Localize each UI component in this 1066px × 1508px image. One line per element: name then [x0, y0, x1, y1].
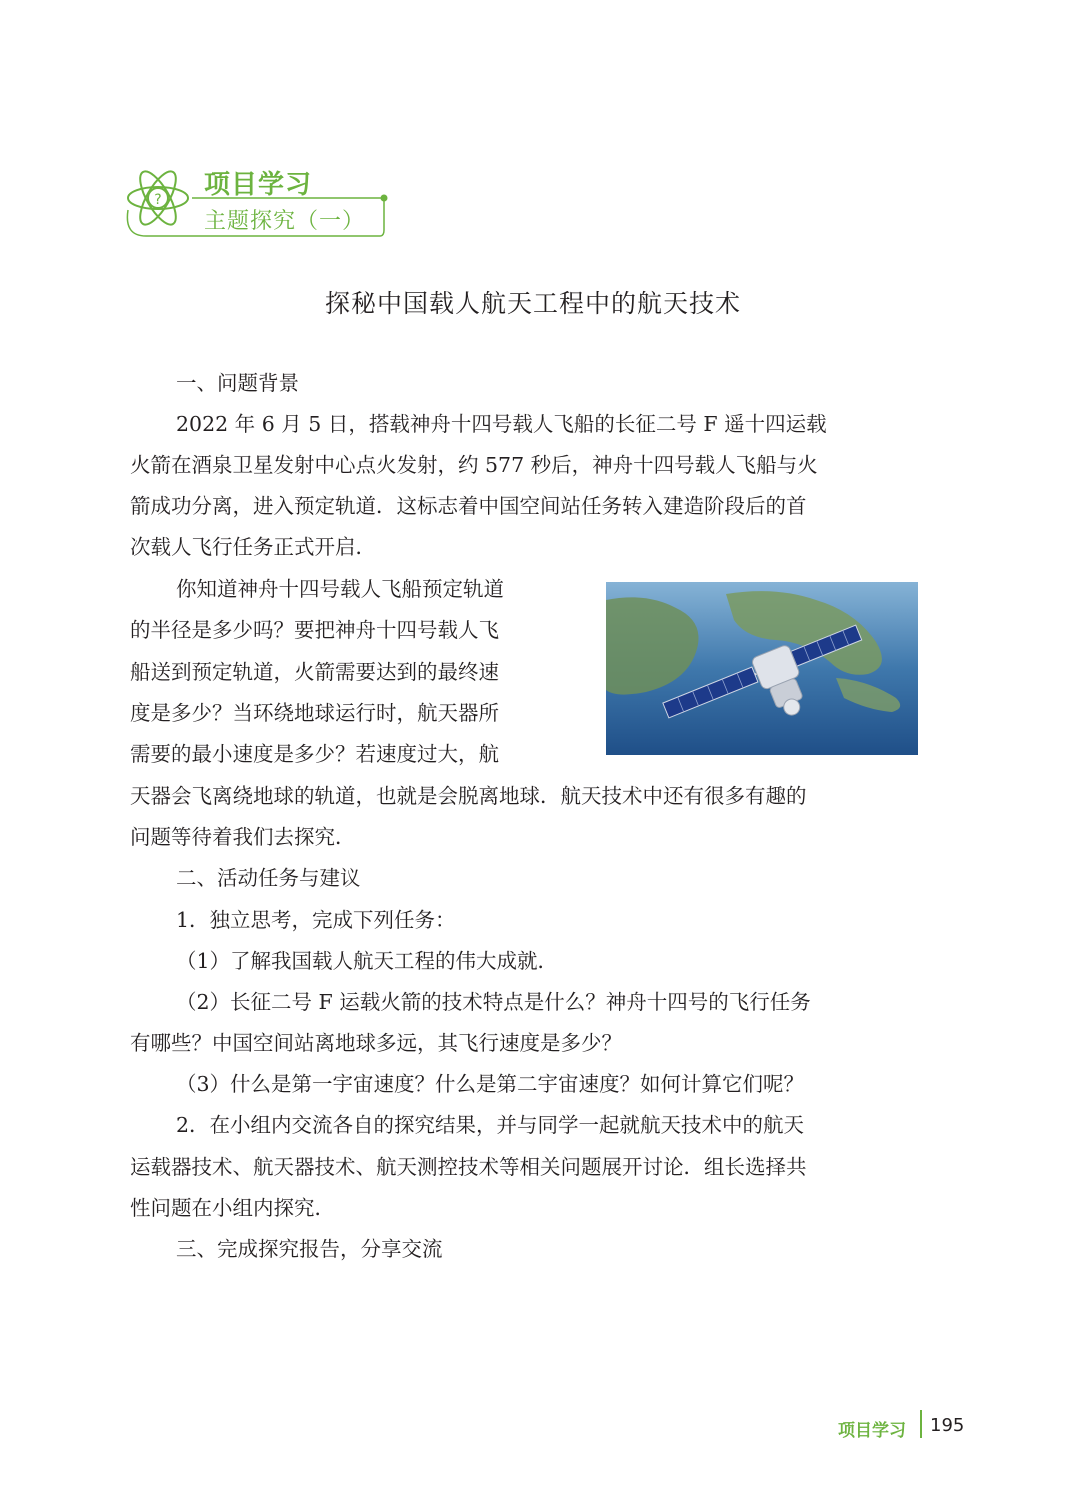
space-station-photo: [606, 582, 918, 755]
paragraph-line: 需要的最小速度是多少？若速度过大，航: [130, 742, 499, 766]
paragraph-line: 次载人飞行任务正式开启．: [130, 535, 376, 559]
paragraph-line: 2022 年 6 月 5 日，搭载神舟十四号载人飞船的长征二号 F 遥十四运载: [176, 412, 827, 436]
paragraph-line: 火箭在酒泉卫星发射中心点火发射，约 577 秒后，神舟十四号载人飞船与火: [130, 453, 818, 477]
heading-background: 一、问题背景: [176, 371, 299, 395]
paragraph-line: （1）了解我国载人航天工程的伟大成就．: [176, 949, 559, 973]
paragraph-line: 度是多少？当环绕地球运行时，航天器所: [130, 701, 499, 725]
footer-section-label: 项目学习: [838, 1421, 906, 1441]
heading-report: 三、完成探究报告，分享交流: [176, 1237, 443, 1261]
heading-tasks: 二、活动任务与建议: [176, 866, 361, 890]
paragraph-line: 2．在小组内交流各自的探究结果，并与同学一起就航天技术中的航天: [176, 1113, 805, 1137]
paragraph-line: 天器会飞离绕地球的轨道，也就是会脱离地球．航天技术中还有很多有趣的: [130, 784, 807, 808]
paragraph-line: 船送到预定轨道，火箭需要达到的最终速: [130, 660, 499, 684]
section-header: [120, 152, 400, 242]
paragraph-line: 性问题在小组内探究．: [130, 1196, 335, 1220]
paragraph-line: 运载器技术、航天器技术、航天测控技术等相关问题展开讨论．组长选择共: [130, 1155, 807, 1179]
paragraph-line: 1．独立思考，完成下列任务：: [176, 908, 456, 932]
paragraph-line: 你知道神舟十四号载人飞船预定轨道: [176, 577, 504, 601]
section-title: 项目学习: [204, 170, 313, 200]
section-subtitle: 主题探究（一）: [204, 209, 366, 234]
footer-divider: [920, 1410, 922, 1438]
paragraph-line: （3）什么是第一宇宙速度？什么是第二宇宙速度？如何计算它们呢？: [176, 1072, 805, 1096]
paragraph-line: 问题等待着我们去探究．: [130, 825, 356, 849]
page-title: 探秘中国载人航天工程中的航天技术: [324, 289, 741, 318]
paragraph-line: 箭成功分离，进入预定轨道．这标志着中国空间站任务转入建造阶段后的首: [130, 494, 807, 518]
page-number: 195: [930, 1415, 965, 1436]
paragraph-line: （2）长征二号 F 运载火箭的技术特点是什么？神舟十四号的飞行任务: [176, 990, 811, 1014]
svg-text:?: ?: [154, 192, 162, 208]
paragraph-line: 有哪些？中国空间站离地球多远，其飞行速度是多少？: [130, 1031, 622, 1055]
paragraph-line: 的半径是多少吗？要把神舟十四号载人飞: [130, 618, 499, 642]
